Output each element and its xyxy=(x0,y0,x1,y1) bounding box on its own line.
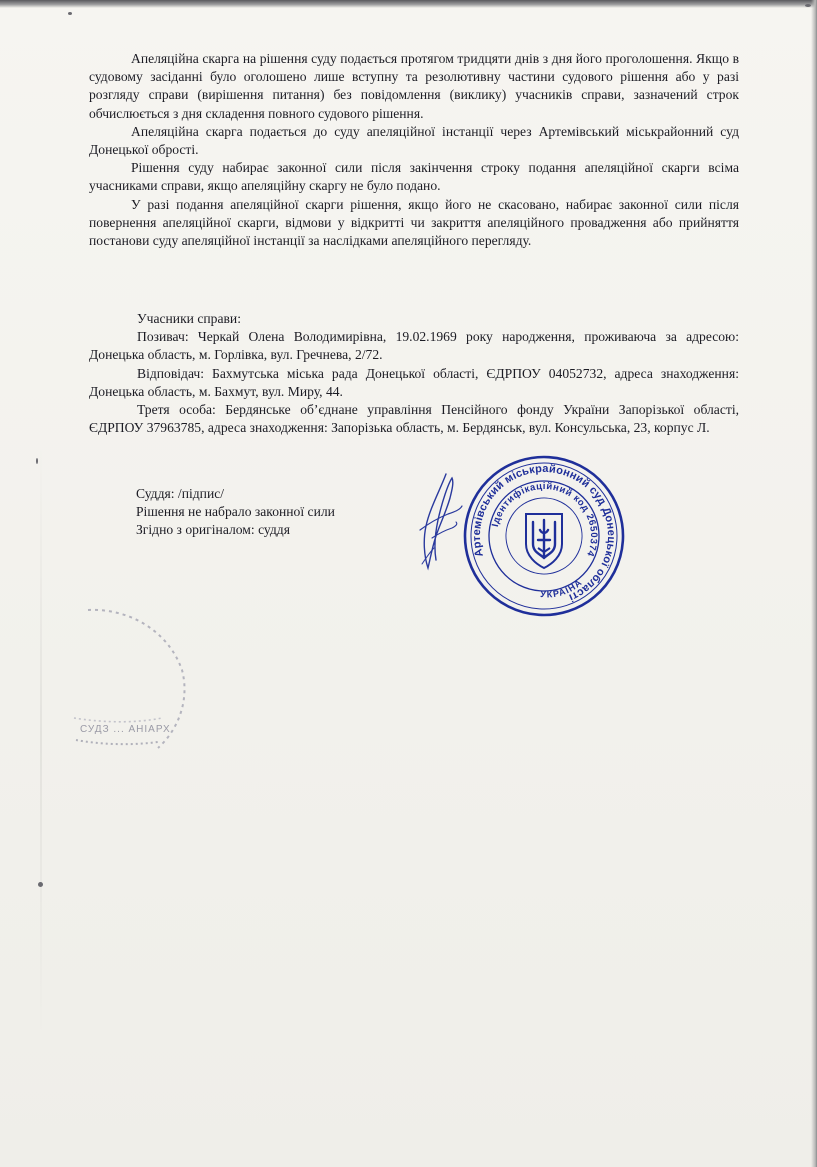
seal-ring-text: Артемівський міськрайонний суд Донецької області xyxy=(470,462,618,604)
participants-section xyxy=(89,310,739,437)
participant-plaintiff: Позивач: Черкай Олена Володимирівна, 19.02.1969 року народження, проживаюча за адресою: Донецька область, м. Горлівка, вул. Гречнева, 2/72. xyxy=(89,329,739,363)
paragraph-appeal-court: Апеляційна скарга подається до суду апеляційної інстанції через Артемівський міськрайонний суд Донецької обрості. xyxy=(89,123,739,158)
scan-speck xyxy=(36,458,38,464)
not-in-force-note: Рішення не набрало законної сили xyxy=(136,504,335,520)
paragraph-entry-into-force: Рішення суду набирає законної сили після закінчення строку подання апеляційної скарги всіма учасниками справи, якщо апеляційну скаргу не було подано. xyxy=(89,160,739,194)
participants-heading: Учасники справи: xyxy=(137,311,241,326)
paragraph-appeal-outcome: У разі подання апеляційної скарги рішення, якщо його не скасовано, набирає законної сили після повернення апеляційної скарги, відмови у відкритті чи закриття апеляційного провадження або прийняття постанови суду апеляційної інстанції за наслідками апеляційного перегляду. xyxy=(89,196,739,249)
judge-signature-line: Суддя: /підпис/ xyxy=(136,486,225,501)
scan-top-edge xyxy=(0,0,817,8)
scan-speck xyxy=(38,882,43,887)
copy-certification-line: Згідно з оригіналом: суддя xyxy=(136,522,290,538)
scan-right-edge xyxy=(811,0,817,1167)
faded-stamp-icon xyxy=(58,590,198,760)
paragraph-appeal-deadline: Апеляційна скарга на рішення суду подається протягом тридцяти днів з дня його проголошення. Якщо в судовому засіданні було оголошено лише вступну та резолютивну частини судового рішення або у разі розгляду справи (вирішення питання) без повідомлення (виклику) учасників справи, зазначений строк обчислюється з дня складення повного судового рішення. xyxy=(89,51,739,121)
seal-inner-text: Ідентифікаційний код 2650374 xyxy=(489,480,600,559)
paper-crease xyxy=(40,440,42,1040)
trident-coat-of-arms-icon xyxy=(526,514,562,568)
seal-country-text: УКРАЇНА xyxy=(539,576,585,600)
signature-block xyxy=(136,485,436,540)
appeal-info-section xyxy=(89,50,739,250)
court-seal-icon xyxy=(460,452,628,620)
participant-defendant: Відповідач: Бахмутська міська рада Донецької області, ЄДРПОУ 04052732, адреса знаходження: Донецька область, м. Бахмут, вул. Миру, 44. xyxy=(89,365,739,399)
participant-third-party: Третя особа: Бердянське об’єднане управління Пенсійного фонду України Запорізької області, ЄДРПОУ 37963785, адреса знаходження: Запорізька область, м. Бердянськ, вул. Консульська, 23, корпус Л. xyxy=(89,402,739,436)
faded-stamp-text: СУДЗ ... АНІАРХ xyxy=(80,724,171,735)
scan-speck xyxy=(68,12,72,15)
scan-speck xyxy=(805,4,811,7)
